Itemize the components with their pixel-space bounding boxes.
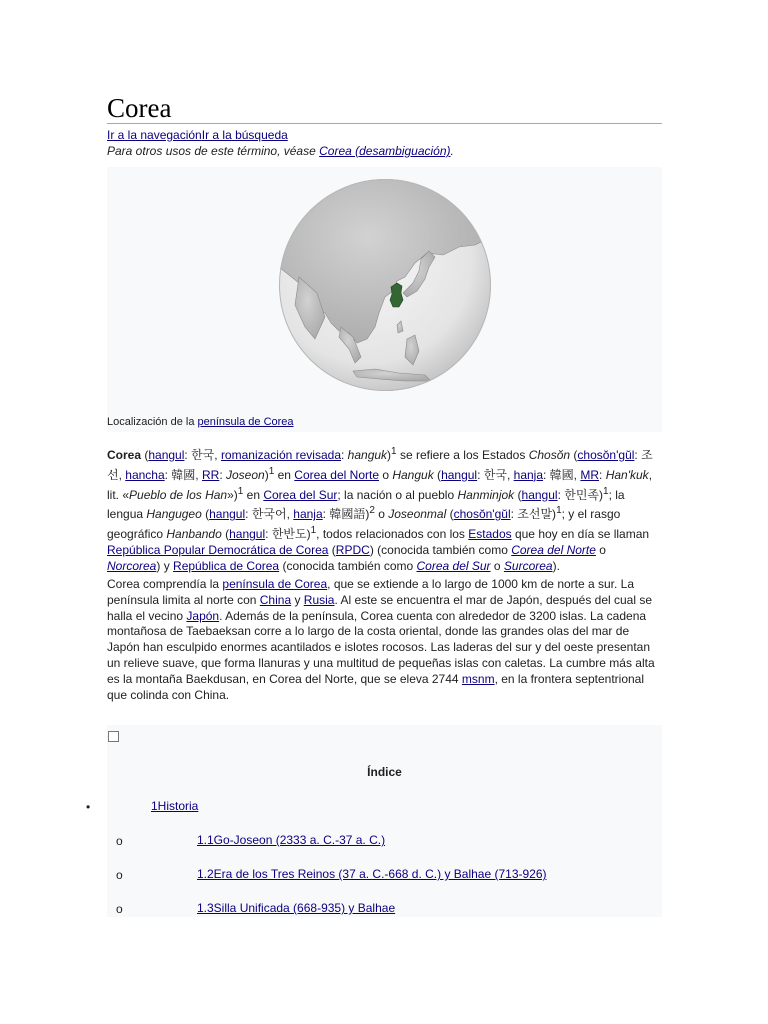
jump-links bbox=[107, 128, 288, 142]
para1-text: , todos relacionados con los bbox=[316, 527, 469, 542]
corea-del-norte-link[interactable]: Corea del Norte bbox=[511, 542, 596, 557]
para1-text: en bbox=[274, 467, 295, 482]
para1-text: : 韓國語) bbox=[322, 507, 370, 522]
para1-text: : bbox=[599, 467, 606, 482]
estados-link[interactable]: Estados bbox=[468, 527, 512, 542]
toc-bullet: o bbox=[116, 902, 123, 916]
hanja-link[interactable]: hanja bbox=[513, 467, 544, 482]
italic-term: Hanminjok bbox=[457, 487, 515, 502]
romanizacion-revisada-link[interactable]: romanización revisada bbox=[220, 448, 341, 462]
reference-marker[interactable]: 1 bbox=[556, 505, 562, 517]
geography-paragraph bbox=[107, 577, 662, 703]
toc-bullet: o bbox=[116, 868, 123, 882]
para1-text: ( bbox=[446, 507, 454, 522]
caption-peninsula-link[interactable]: península de Corea bbox=[197, 416, 294, 428]
para1-text: o bbox=[374, 507, 389, 522]
toc-title: Índice bbox=[367, 765, 402, 779]
para1-text: ) bbox=[264, 467, 269, 482]
corea-del-norte-link[interactable]: Corea del Norte bbox=[294, 467, 379, 482]
para2-text: . Al este se encuentra el mar de Japón, después del cual se halla el vecino bbox=[107, 592, 653, 623]
china-link[interactable]: China bbox=[259, 592, 292, 607]
rr-link[interactable]: RR bbox=[201, 467, 220, 482]
disambiguation-link[interactable]: Corea (desambiguación) bbox=[319, 144, 451, 158]
para1-text: ; la lengua bbox=[107, 487, 625, 522]
hatnote-text: Para otros usos de este término, véase bbox=[107, 144, 320, 158]
para1-text: o bbox=[379, 467, 393, 482]
para1-text: : 조선말) bbox=[510, 507, 557, 522]
hatnote-period: . bbox=[450, 144, 454, 158]
corea-del-sur-link[interactable]: Corea del Sur bbox=[263, 487, 338, 502]
surcorea-link[interactable]: Surcorea bbox=[503, 558, 553, 573]
reference-marker[interactable]: 1 bbox=[310, 525, 317, 537]
italic-term: Joseonmal bbox=[388, 507, 447, 522]
infobox-caption bbox=[107, 416, 294, 429]
hatnote bbox=[107, 144, 454, 158]
italic-term: hanguk bbox=[347, 448, 388, 462]
hangul-link[interactable]: hangul bbox=[441, 467, 478, 482]
rusia-link[interactable]: Rusia bbox=[303, 592, 335, 607]
hangul-link[interactable]: hangul bbox=[521, 487, 558, 502]
para2-text: , que se extiende a lo largo de 1000 km de norte a sur. La península limita al norte con bbox=[107, 577, 635, 607]
para1-text: ; y el rasgo geográfico bbox=[107, 507, 621, 542]
para1-text: ) y bbox=[156, 558, 174, 573]
corea-del-sur-link[interactable]: Corea del Sur bbox=[416, 558, 491, 573]
toc-item-tres-reinos[interactable]: 1.2Era de los Tres Reinos (37 a. C.-668 d. C.) y Balhae (713-926) bbox=[197, 867, 547, 881]
para1-text: (conocida también como bbox=[279, 558, 417, 573]
para1-text: o bbox=[595, 542, 606, 557]
para1-text: ). bbox=[552, 558, 560, 573]
reference-marker[interactable]: 2 bbox=[369, 505, 375, 517]
para1-text: o bbox=[490, 558, 504, 573]
para1-text: que hoy en día se llaman bbox=[511, 527, 650, 542]
para1-text: ; la nación o al pueblo bbox=[337, 487, 458, 502]
para2-text: , en la frontera septentrional que colinda con China. bbox=[107, 671, 645, 702]
hanja-link[interactable]: hanja bbox=[293, 507, 323, 522]
para2-text: y bbox=[291, 592, 304, 607]
peninsula-de-corea-link[interactable]: península de Corea bbox=[222, 577, 328, 591]
japon-link[interactable]: Japón bbox=[186, 608, 220, 623]
para1-text: , lit. « bbox=[107, 467, 653, 502]
para1-text: : 한국, bbox=[477, 467, 514, 482]
norcorea-link[interactable]: Norcorea bbox=[107, 558, 157, 573]
para1-text: ( bbox=[221, 527, 230, 542]
para1-text: ( bbox=[514, 487, 522, 502]
page-title: Corea bbox=[107, 93, 172, 123]
para1-text: ( bbox=[433, 467, 442, 482]
toc-bullet: o bbox=[116, 834, 123, 848]
para1-text: ( bbox=[201, 507, 210, 522]
hangul-link[interactable]: hangul bbox=[148, 448, 185, 462]
italic-term: Hangugeo bbox=[146, 507, 202, 522]
italic-term: Hanbando bbox=[166, 527, 222, 542]
table-of-contents bbox=[107, 725, 662, 917]
para1-text: se refiere a los Estados bbox=[396, 448, 529, 462]
caption-text: Localización de la bbox=[107, 416, 198, 428]
para2-text: . Además de la península, Corea cuenta con alrededor de 3200 islas. La cadena montañosa de Taebaeksan corre a lo largo de la costa oriental, donde las grandes olas del mar de Japón han esculpido enormes acantilados e islotes rocosos. Las laderas del sur y del oeste presentan un relieve suave, que forma llanuras y una multitud de pequeñas islas con caletas. La cumbre más alta es la montaña Baekdusan, en Corea del Norte, que se eleva 2744 bbox=[107, 608, 655, 686]
alaska-landmass bbox=[477, 203, 491, 225]
para1-text: en bbox=[243, 487, 264, 502]
rpdc-full-link[interactable]: República Popular Democrática de Corea bbox=[107, 542, 329, 557]
para1-text: ( bbox=[328, 542, 336, 557]
intro-paragraph bbox=[107, 444, 662, 575]
italic-term: Hanguk bbox=[392, 467, 434, 482]
hangul-link[interactable]: hangul bbox=[209, 507, 246, 522]
republica-de-corea-link[interactable]: República de Corea bbox=[173, 558, 280, 573]
hangul-link[interactable]: hangul bbox=[229, 527, 266, 542]
toc-item-historia[interactable]: 1Historia bbox=[151, 799, 199, 813]
reference-marker[interactable]: 1 bbox=[268, 465, 275, 477]
para1-text: : 한국어, bbox=[245, 507, 294, 522]
reference-marker[interactable]: 1 bbox=[391, 446, 397, 457]
para1-text: ( bbox=[141, 448, 149, 462]
para2-text: Corea comprendía la bbox=[107, 577, 223, 591]
bold-term: Corea bbox=[107, 448, 142, 462]
globe-map-icon[interactable] bbox=[279, 167, 491, 403]
italic-term: Pueblo de los Han bbox=[129, 487, 228, 502]
toc-toggle-checkbox[interactable] bbox=[108, 731, 119, 742]
title-divider bbox=[107, 123, 662, 124]
jump-to-navigation-link[interactable]: Ir a la navegación bbox=[107, 128, 202, 142]
jump-to-search-link[interactable]: Ir a la búsqueda bbox=[201, 128, 288, 142]
para1-text: ( bbox=[570, 448, 578, 462]
para1-text: : 韓國, bbox=[543, 467, 581, 482]
italic-term: Joseon bbox=[226, 467, 265, 482]
toc-bullet: • bbox=[86, 800, 91, 814]
para1-text: : 한민족) bbox=[557, 487, 604, 502]
reference-marker[interactable]: 1 bbox=[603, 485, 609, 497]
toc-item-go-joseon[interactable]: 1.1Go-Joseon (2333 a. C.-37 a. C.) bbox=[197, 833, 386, 847]
para1-text: : bbox=[219, 467, 226, 482]
msnm-link[interactable]: msnm bbox=[461, 671, 495, 686]
korea-peninsula-highlight bbox=[390, 283, 403, 307]
para1-text: : 한국, bbox=[184, 448, 221, 462]
para1-text: ) (conocida también como bbox=[369, 542, 512, 557]
rpdc-link[interactable]: RPDC bbox=[335, 542, 370, 557]
hancha-link[interactable]: hancha bbox=[125, 467, 165, 482]
para1-text: : 조선, bbox=[107, 448, 653, 482]
choson-gul-link[interactable]: chosŏn'gŭl bbox=[577, 448, 635, 462]
reference-marker[interactable]: 1 bbox=[237, 485, 244, 497]
para1-text: ») bbox=[227, 487, 238, 502]
infobox bbox=[107, 167, 662, 432]
para1-text: : 한반도) bbox=[265, 527, 311, 542]
choson-gul-link[interactable]: chosŏn'gŭl bbox=[453, 507, 511, 522]
toc-item-silla-unificada[interactable]: 1.3Silla Unificada (668-935) y Balhae bbox=[197, 901, 396, 915]
para1-text: : 韓國, bbox=[164, 467, 202, 482]
para1-text: ) bbox=[387, 448, 392, 462]
mr-link[interactable]: MR bbox=[580, 467, 600, 482]
italic-term: Chosŏn bbox=[528, 448, 571, 462]
para1-text: : bbox=[341, 448, 348, 462]
italic-term: Han'kuk bbox=[605, 467, 649, 482]
